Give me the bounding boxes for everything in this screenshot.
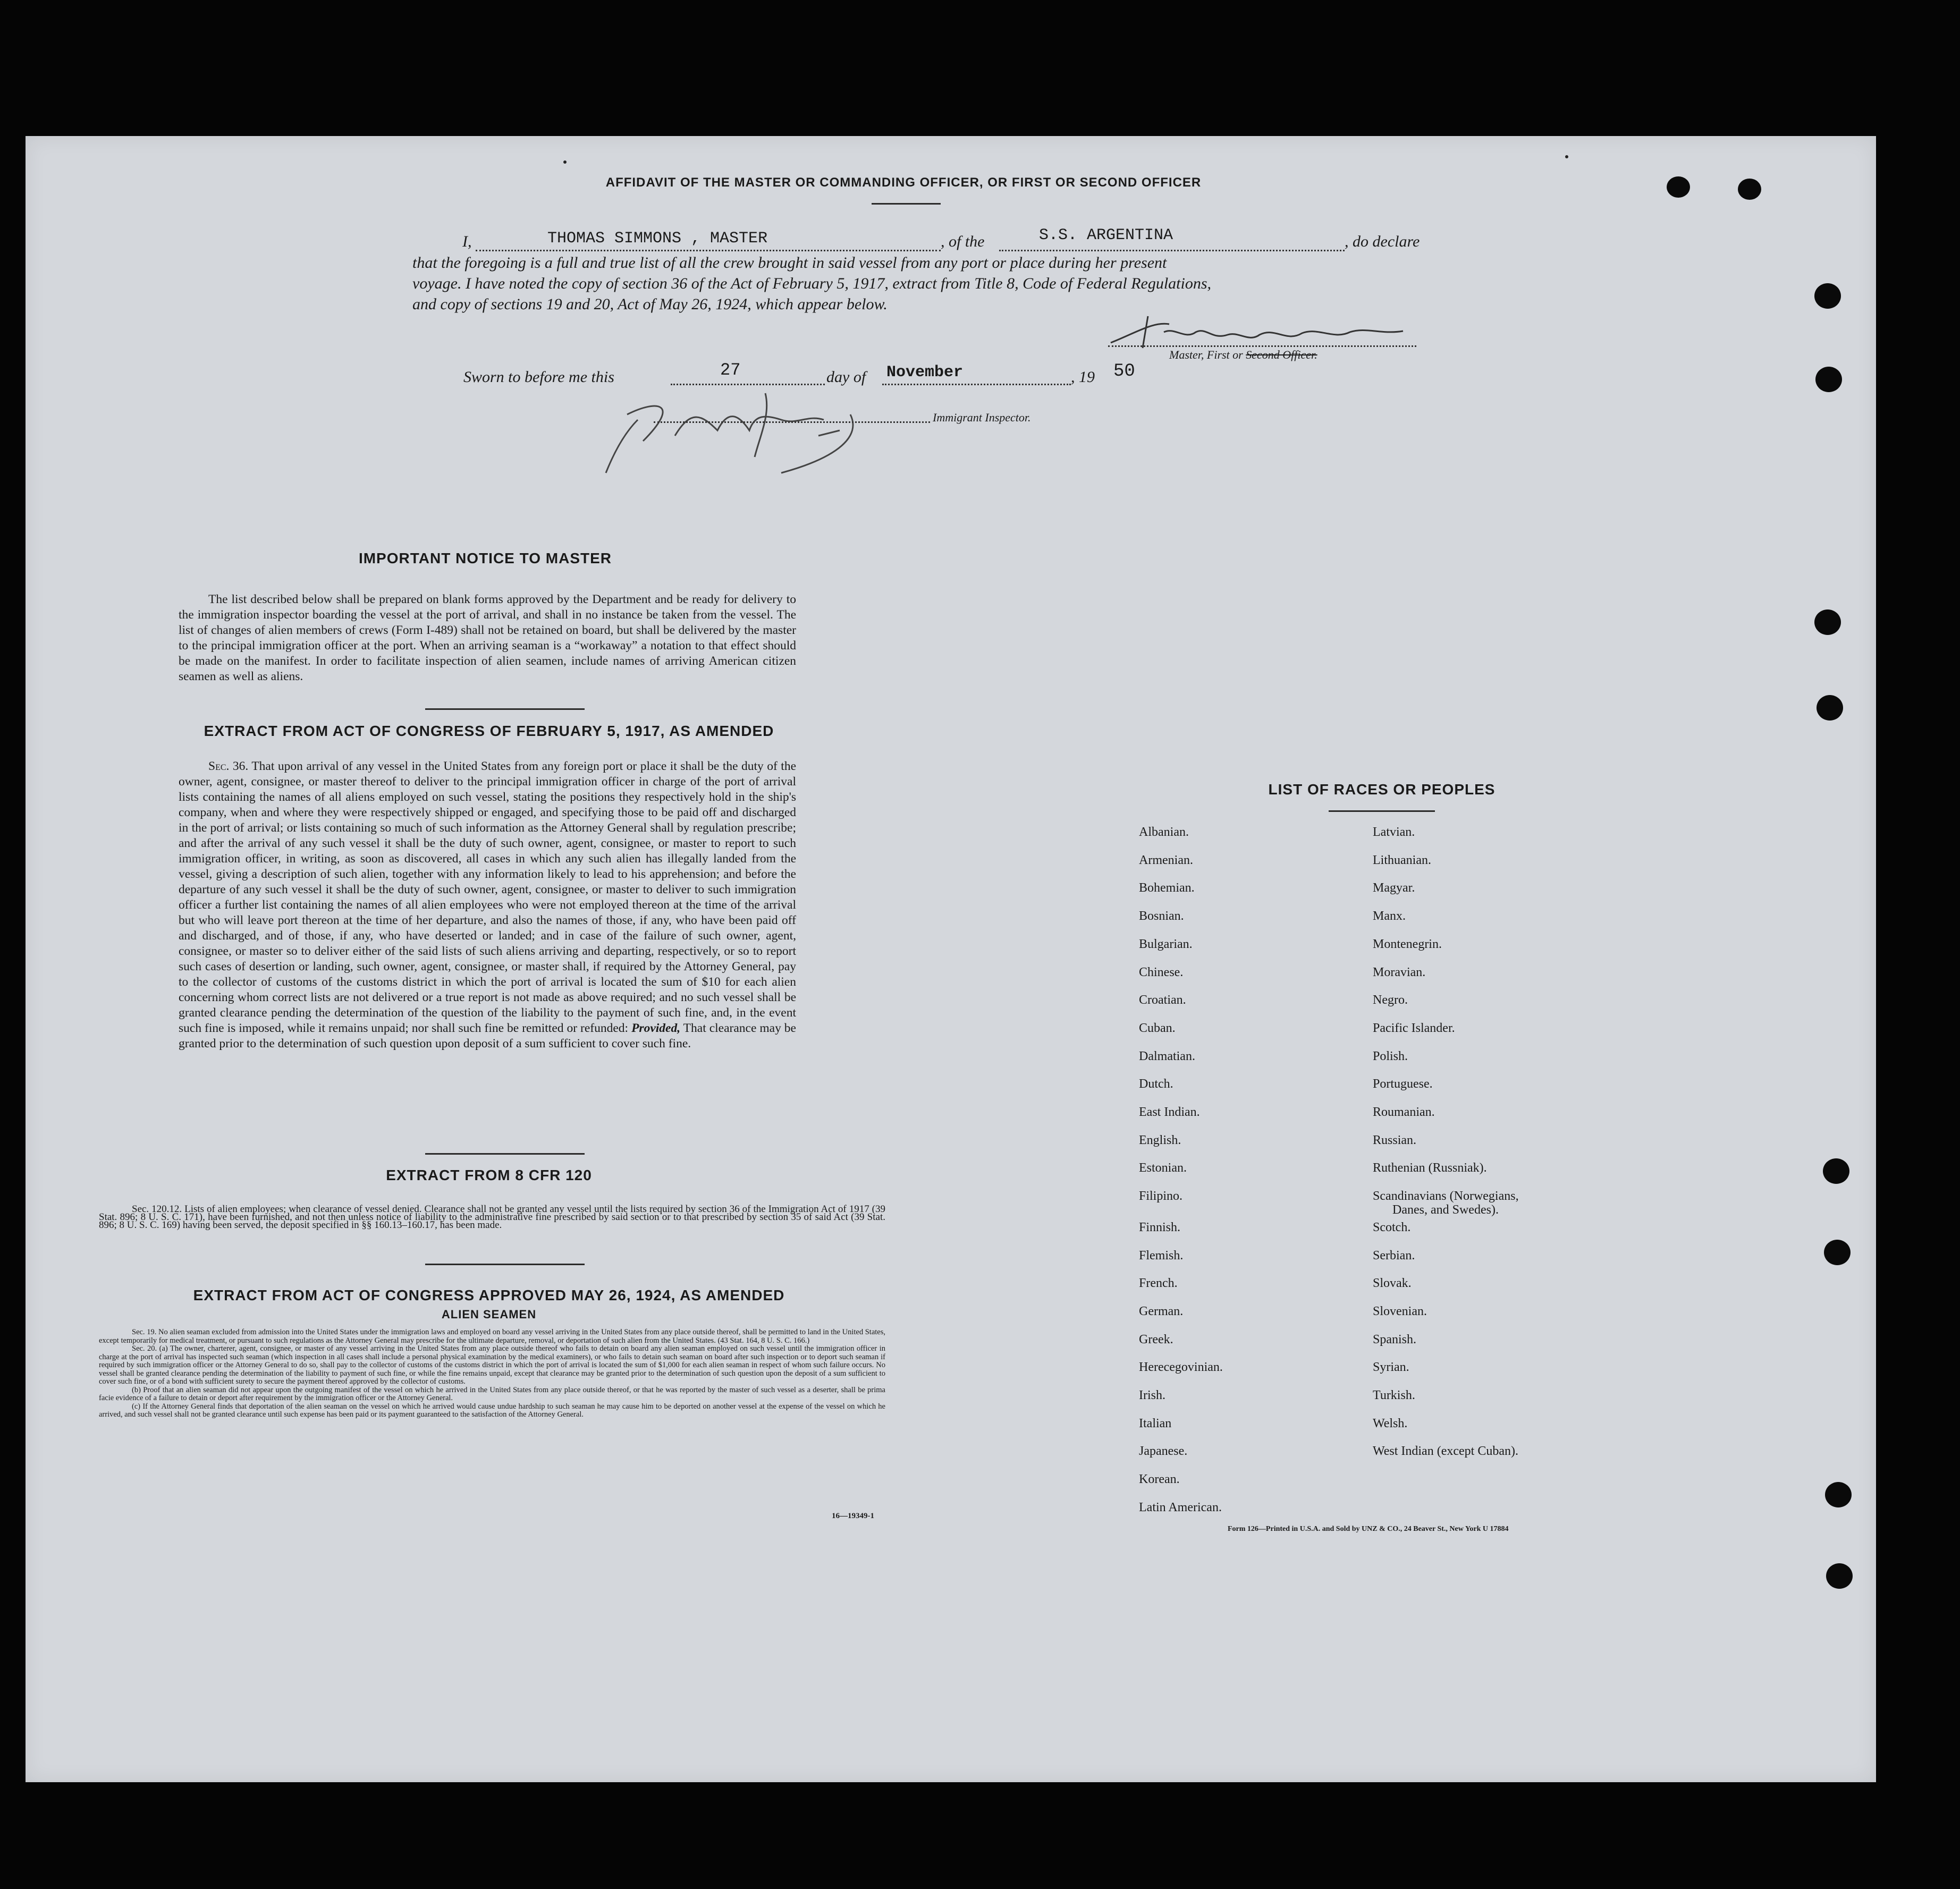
- sec-20b-text: (b) Proof that an alien seaman did not appear upon the outgoing manifest of the vessel on which he arrived in the United States from any place outside thereof, or that he was reported by the master of such vessel as a deserter, shall be prima facie evidence of a failure to detain or deport after requirement by the immigration officer or the Attorney General.: [99, 1385, 885, 1402]
- race-item: Russian.: [1373, 1133, 1417, 1147]
- race-item: Bosnian.: [1139, 909, 1184, 924]
- sec-19-text: Sec. 19. No alien seaman excluded from admission into the United States under the immigration laws and employed on board any vessel arriving in the United States from any place outside thereof, shall be permitted to land in the United States, except temporarily for medical treatment, or pursuant to such regulations as the Attorney General may prescribe for the ultimate departure, removal, or deportation of such alien from the United States. (43 Stat. 164, 8 U. S. C. 166.): [99, 1328, 885, 1345]
- race-item: Bulgarian.: [1139, 937, 1193, 951]
- race-item: Portuguese.: [1373, 1077, 1433, 1091]
- binder-hole: [1817, 695, 1843, 721]
- sworn-year: 50: [1113, 361, 1135, 382]
- race-item: Armenian.: [1139, 853, 1193, 867]
- race-item: Lithuanian.: [1373, 853, 1431, 867]
- race-item: Pacific Islander.: [1373, 1021, 1455, 1035]
- race-item: Latvian.: [1373, 825, 1415, 839]
- sec-20a-text: Sec. 20. (a) The owner, charterer, agent, consignee, or master of any vessel arriving in the United States from any place outside thereof who fails to detain on board any alien seaman employed on such vessel until the immigration officer in charge at the port of arrival has inspected such seaman (which inspection in all cases shall include a personal physical examination by the medical examiners), or who fails to detain such seaman on board after such inspection or to deport such seaman if required by such immigration officer or the Attorney General to do so, shall pay to the collector of customs of the customs district in which the port of arrival is located the sum of $1,000 for each alien seaman in respect of whom such failure occurs. No vessel shall be granted clearance pending the determination of the liability to payment of such fine, or while the fine remains unpaid, except that clearance may be granted prior to the determination of such question upon the deposit of a sum sufficient to cover such fine, or of a bond with sufficient surety to secure the payment thereof approved by the collector of customs.: [99, 1344, 885, 1386]
- extract-cfr-heading: EXTRACT FROM 8 CFR 120: [386, 1167, 592, 1183]
- race-item: Slovak.: [1373, 1276, 1412, 1291]
- sworn-day: 27: [720, 360, 741, 380]
- race-item: Danes, and Swedes).: [1392, 1203, 1499, 1217]
- race-item: Finnish.: [1139, 1220, 1181, 1234]
- sec-36-end: That clearance may be granted prior to the determination of such question upon deposit of a sum sufficient to cover such fine.: [179, 1021, 796, 1051]
- race-item: Moravian.: [1373, 965, 1426, 979]
- race-item: English.: [1139, 1133, 1181, 1147]
- provided-text: Provided,: [631, 1021, 681, 1035]
- officer-caption-struck: Second Officer.: [1246, 348, 1317, 361]
- race-item: Serbian.: [1373, 1248, 1415, 1263]
- race-item: Dutch.: [1139, 1077, 1173, 1091]
- race-item: Turkish.: [1373, 1388, 1415, 1402]
- title-underline: [872, 203, 941, 205]
- inspector-signature: [595, 383, 941, 478]
- race-item: Estonian.: [1139, 1161, 1187, 1175]
- race-item: Ruthenian (Russniak).: [1373, 1161, 1487, 1175]
- ink-speck: [563, 160, 567, 164]
- race-item: Japanese.: [1139, 1444, 1188, 1459]
- year-prefix: , 19: [1071, 368, 1095, 386]
- races-heading: LIST OF RACES OR PEOPLES: [1268, 781, 1496, 798]
- race-item: Bohemian.: [1139, 881, 1195, 895]
- vessel-name: S.S. ARGENTINA: [1039, 226, 1173, 244]
- race-item: Spanish.: [1373, 1332, 1417, 1346]
- races-underline: [1329, 810, 1435, 812]
- binder-hole: [1823, 1158, 1849, 1184]
- race-item: Manx.: [1373, 909, 1406, 924]
- notice-body: The list described below shall be prepared on blank forms approved by the Department and be ready for delivery to the immigration inspector boarding the vessel at the port of arrival, and shall in no instance be taken from the vessel. The list of changes of alien members of crews (Form I-489) shall not be retained on board, but shall be delivered by the master to the principal immigration officer at the port. When an arriving seaman is a “workaway” a notation to that effect should be made on the manifest. In order to facilitate inspection of alien seamen, include names of arriving American citizen seamen as well as aliens.: [179, 592, 796, 683]
- race-item: Negro.: [1373, 993, 1408, 1007]
- race-item: West Indian (except Cuban).: [1373, 1444, 1518, 1459]
- pronoun-text: I,: [462, 233, 472, 250]
- binder-hole: [1825, 1482, 1852, 1507]
- master-signature-line: [1108, 345, 1416, 347]
- binder-hole: [1815, 367, 1842, 392]
- extract-1924-body: [99, 1328, 885, 1419]
- race-item: Cuban.: [1139, 1021, 1176, 1035]
- race-item: Latin American.: [1139, 1500, 1222, 1514]
- race-item: Welsh.: [1373, 1416, 1408, 1430]
- ink-speck: [1565, 155, 1568, 158]
- race-item: Polish.: [1373, 1049, 1408, 1063]
- race-item: French.: [1139, 1276, 1178, 1291]
- inspector-signature-line: [654, 421, 930, 423]
- race-item: Herecegovinian.: [1139, 1360, 1223, 1375]
- race-item: German.: [1139, 1304, 1184, 1318]
- do-declare-text: , do declare: [1345, 233, 1420, 250]
- binder-hole: [1738, 179, 1761, 200]
- affidavit-line-3: voyage. I have noted the copy of section 36 of the Act of February 5, 1917, extract from Title 8, Code of Federal Regulations,: [412, 275, 1212, 292]
- race-item: Magyar.: [1373, 881, 1415, 895]
- extract-1917-heading: EXTRACT FROM ACT OF CONGRESS OF FEBRUARY 5, 1917, AS AMENDED: [204, 723, 774, 739]
- race-item: East Indian.: [1139, 1105, 1200, 1119]
- race-item: Slovenian.: [1373, 1304, 1427, 1318]
- extract-1917-body: [179, 759, 796, 1052]
- binder-hole: [1824, 1240, 1851, 1265]
- race-item: Irish.: [1139, 1388, 1165, 1402]
- divider: [425, 708, 585, 710]
- vessel-line: [999, 250, 1345, 251]
- race-item: Scotch.: [1373, 1220, 1411, 1234]
- race-item: Montenegrin.: [1373, 937, 1442, 951]
- officer-caption-a: Master, First or: [1169, 348, 1246, 361]
- race-item: Korean.: [1139, 1472, 1180, 1487]
- day-of-text: day of: [826, 368, 866, 386]
- sec-36-text: That upon arrival of any vessel in the United States from any foreign port or place it shall be the duty of the owner, agent, consignee, or master thereof to deliver to the principal immigration officer in charge of the port of arrival lists containing the names of all aliens employed on such vessel, stating the positions they respectively hold in the ship's company, when and where they were respectively shipped or engaged, and specifying those to be paid off and discharged in the port of arrival; or lists containing so much of such information as the Attorney General shall by regulation prescribe; and after the arrival of any such vessel it shall be the duty of such owner, agent, consignee, or master to report to such immigration officer, in writing, as soon as discovered, all cases in which any such alien has illegally landed from the vessel, giving a description of such alien, together with any information likely to lead to his apprehension; and before the departure of any such vessel it shall be the duty of such owner, agent, consignee, or master to deliver to such immigration officer a further list containing the names of all alien employees who were not employed thereon at the time of the arrival but who will leave port thereon at the time of her departure, and also the names of those, if any, who have been paid off and discharged, and of those, if any, who have deserted or landed; and in case of the failure of such owner, agent, consignee, or master so to deliver either of the said lists of such aliens arriving and departing, respectively, or so to report such cases of desertion or landing, such owner, agent, consignee, or master shall, if required by the Attorney General, pay to the collector of customs of the customs district in which the port of arrival is located the sum of $10 for each alien concerning whom correct lists are not delivered or a true report is not made as above required; and no such vessel shall be granted clearance pending the determination of the question of the liability to the payment of such fine, and, in the event such fine is imposed, while it remains unpaid; nor shall such fine be remitted or refunded:: [179, 759, 797, 1035]
- sworn-text: Sworn to before me this: [463, 368, 614, 386]
- notice-heading: IMPORTANT NOTICE TO MASTER: [358, 550, 612, 566]
- divider: [425, 1153, 585, 1155]
- race-item: Dalmatian.: [1139, 1049, 1195, 1063]
- declarant-line: [476, 250, 941, 251]
- race-item: Italian: [1139, 1416, 1172, 1430]
- race-item: Filipino.: [1139, 1189, 1183, 1204]
- binder-hole: [1814, 283, 1841, 309]
- binder-hole: [1814, 609, 1841, 635]
- affidavit-line-4: and copy of sections 19 and 20, Act of May 26, 1924, which appear below.: [412, 295, 888, 313]
- extract-cfr-body: Sec. 120.12. Lists of alien employees; when clearance of vessel denied. Clearance shall not be granted any vessel until the lists required by section 36 of the Immigration Act of 1917 (39 Stat. 896; 8 U. S. C. 171), have been furnished, and not then unless notice of liability to the administrative fine prescribed by said section or to that prescribed by section 35 of said Act (39 Stat. 896; 8 U. S. C. 169) having been served, the deposit specified in §§ 160.13–160.17, has been made.: [99, 1204, 885, 1231]
- printer-footer: Form 126—Printed in U.S.A. and Sold by UNZ & CO., 24 Beaver St., New York U 17884: [1228, 1525, 1509, 1533]
- extract-1924-heading: EXTRACT FROM ACT OF CONGRESS APPROVED MAY 26, 1924, AS AMENDED: [193, 1287, 785, 1303]
- divider: [425, 1264, 585, 1265]
- officer-caption: [1169, 348, 1317, 362]
- race-item: Greek.: [1139, 1332, 1173, 1346]
- race-item: Scandinavians (Norwegians,: [1373, 1189, 1519, 1204]
- affidavit-title: AFFIDAVIT OF THE MASTER OR COMMANDING OFFICER, OR FIRST OR SECOND OFFICER: [605, 175, 1202, 190]
- race-item: Roumanian.: [1373, 1105, 1435, 1119]
- binder-hole: [1667, 176, 1690, 198]
- race-item: Flemish.: [1139, 1248, 1184, 1263]
- of-the-text: , of the: [941, 233, 985, 250]
- race-item: Albanian.: [1139, 825, 1189, 839]
- master-signature: [1105, 311, 1424, 353]
- affidavit-line-2: that the foregoing is a full and true list of all the crew brought in said vessel from any port or place during her present: [412, 254, 1167, 272]
- alien-seamen-subheading: ALIEN SEAMEN: [441, 1308, 537, 1321]
- declarant-name: THOMAS SIMMONS , MASTER: [547, 230, 768, 248]
- race-item: Croatian.: [1139, 993, 1186, 1007]
- form-number: 16—19349-1: [832, 1512, 874, 1520]
- sworn-month: November: [886, 363, 964, 382]
- binder-hole: [1826, 1563, 1853, 1589]
- sec-20c-text: (c) If the Attorney General finds that deportation of the alien seaman on the vessel on which he arrived would cause undue hardship to such seaman he may cause him to be deported on another vessel at the expense of the vessel on which he arrived, and such vessel shall not be granted clearance until such expense has been paid or its payment guaranteed to the satisfaction of the Attorney General.: [99, 1402, 885, 1419]
- race-item: Chinese.: [1139, 965, 1184, 979]
- sec-36-label: Sec. 36.: [208, 759, 249, 773]
- race-item: Syrian.: [1373, 1360, 1409, 1375]
- inspector-caption: Immigrant Inspector.: [933, 411, 1031, 424]
